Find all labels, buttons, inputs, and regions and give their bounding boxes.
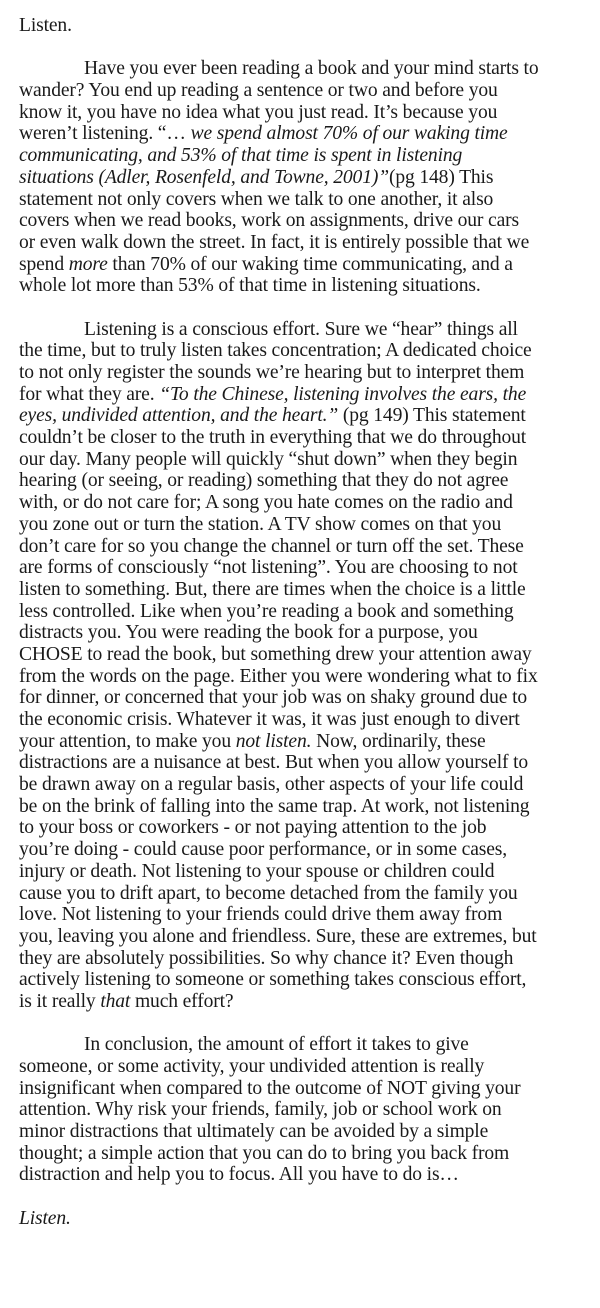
- text-run: less controlled. Like when you’re reading a book and something: [19, 600, 514, 622]
- text-line: [19, 817, 589, 839]
- text-line: [19, 405, 589, 427]
- text-run: you, leaving you alone and friendless. Sure, these are extremes, but: [19, 925, 537, 947]
- text-run: minor distractions that ultimately can be avoided by a simple: [19, 1121, 489, 1143]
- paragraph-1: [19, 58, 589, 297]
- text-run: be on the brink of falling into the same trap. At work, not listening: [19, 795, 530, 817]
- text-run: (pg 149) This statement: [338, 405, 526, 427]
- text-line: [19, 1078, 589, 1100]
- text-line: [19, 1121, 589, 1143]
- closing-line: Listen.: [19, 1207, 71, 1229]
- text-line: [19, 319, 589, 341]
- italic-text: communicating, and 53% of that time is spent in listening: [19, 145, 463, 167]
- text-run: Now, ordinarily, these: [311, 730, 486, 752]
- text-run: don’t care for so you change the channel or turn off the set. These: [19, 535, 524, 557]
- text-run: injury or death. Not listening to your spouse or children could: [19, 860, 495, 882]
- text-line: [19, 536, 589, 558]
- text-run: attention. Why risk your friends, family, job or school work on: [19, 1099, 502, 1121]
- text-run: Listening is a conscious effort. Sure we “hear” things all: [84, 318, 518, 340]
- text-line: [19, 904, 589, 926]
- italic-text: we spend almost 70% of our waking time: [190, 123, 508, 145]
- text-run: to not only register the sounds we’re hearing but to interpret them: [19, 362, 525, 383]
- text-line: [19, 362, 589, 384]
- text-line: [19, 449, 589, 471]
- text-line: [19, 275, 589, 297]
- text-line: [19, 340, 589, 362]
- text-run: you zone out or turn the station. A TV show comes on that you: [19, 513, 502, 535]
- text-line: [19, 58, 589, 80]
- text-run: (pg 148) This: [388, 166, 494, 188]
- italic-text: eyes, undivided attention, and the heart.”: [19, 405, 339, 427]
- text-run: for dinner, or concerned that your job was on shaky ground due to: [19, 687, 528, 709]
- text-run: Have you ever been reading a book and your mind starts to: [84, 58, 539, 80]
- text-run: cause you to drift apart, to become detached from the family you: [19, 882, 518, 904]
- text-run: know it, you have no idea what you just read. It’s because you: [19, 101, 498, 123]
- text-line: [19, 774, 589, 796]
- italic-text: that: [100, 990, 131, 1012]
- text-run: distractions are a nuisance at best. But when you allow yourself to: [19, 752, 529, 774]
- text-run: love. Not listening to your friends could drive them away from: [19, 904, 503, 926]
- text-run: your attention, to make you: [19, 730, 236, 752]
- text-run: be drawn away on a regular basis, other aspects of your life could: [19, 774, 524, 796]
- text-run: couldn’t be closer to the truth in everything that we do throughout: [19, 427, 527, 449]
- text-run: In conclusion, the amount of effort it takes to give: [84, 1034, 469, 1056]
- text-line: [19, 427, 589, 449]
- text-run: whole lot more than 53% of that time in listening situations.: [19, 275, 481, 297]
- text-run: for what they are.: [19, 383, 160, 405]
- essay-document: [19, 15, 589, 1230]
- text-line: [19, 1034, 589, 1056]
- text-line: [19, 796, 589, 818]
- text-run: hearing (or seeing, or reading) something that they do not agree: [19, 470, 509, 492]
- text-line: [19, 926, 589, 948]
- text-line: [19, 384, 589, 406]
- essay-body: [19, 58, 589, 1186]
- text-line: [19, 839, 589, 861]
- text-line: [19, 514, 589, 536]
- text-line: [19, 145, 589, 167]
- text-run: you’re doing - could cause poor performance, or in some cases,: [19, 839, 507, 861]
- text-run: or even walk down the street. In fact, it is entirely possible that we: [19, 231, 530, 253]
- text-run: CHOSE to read the book, but something drew your attention away: [19, 643, 532, 665]
- text-run: covers when we read books, work on assignments, drive our cars: [19, 210, 520, 232]
- text-run: listen to something. But, there are times when the choice is a little: [19, 578, 526, 600]
- text-line: [19, 189, 589, 211]
- text-line: [19, 666, 589, 688]
- italic-text: more: [68, 253, 108, 275]
- spacer: [19, 297, 589, 319]
- text-line: [19, 210, 589, 232]
- text-line: [19, 644, 589, 666]
- text-line: [19, 601, 589, 623]
- text-line: [19, 1099, 589, 1121]
- text-line: [19, 687, 589, 709]
- text-line: [19, 731, 589, 753]
- opening-line: Listen.: [19, 15, 72, 36]
- text-run: the time, but to truly listen takes concentration; A dedicated choice: [19, 340, 532, 362]
- text-run: thought; a simple action that you can do to bring you back from: [19, 1142, 510, 1164]
- text-run: much effort?: [130, 990, 234, 1012]
- text-line: [19, 861, 589, 883]
- spacer: [19, 1013, 589, 1035]
- text-line: [19, 969, 589, 991]
- text-line: [19, 883, 589, 905]
- text-line: [19, 167, 589, 189]
- italic-text: “To the Chinese, listening involves the ears, the: [159, 383, 527, 405]
- text-line: [19, 752, 589, 774]
- paragraph-3: [19, 1034, 589, 1186]
- text-run: someone, or some activity, your undivided attention is really: [19, 1056, 485, 1077]
- text-run: our day. Many people will quickly “shut down” when they begin: [19, 448, 518, 470]
- text-line: [19, 232, 589, 254]
- text-line: [19, 991, 589, 1013]
- text-run: they are absolutely possibilities. So why chance it? Even though: [19, 947, 514, 969]
- text-run: are forms of consciously “not listening”. You are choosing to not: [19, 557, 518, 579]
- spacer: [19, 37, 589, 59]
- text-run: actively listening to someone or something takes conscious effort,: [19, 969, 527, 991]
- text-line: [19, 470, 589, 492]
- text-run: the economic crisis. Whatever it was, it was just enough to divert: [19, 709, 520, 730]
- text-run: from the words on the page. Either you were wondering what to fix: [19, 665, 538, 687]
- paragraph-2: [19, 319, 589, 1013]
- text-line: [19, 622, 589, 644]
- text-run: insignificant when compared to the outcome of NOT giving your: [19, 1077, 521, 1099]
- text-line: [19, 80, 589, 102]
- text-run: wander? You end up reading a sentence or two and before you: [19, 80, 498, 102]
- text-run: weren’t listening. “…: [19, 123, 191, 145]
- text-run: with, or do not care for; A song you hate comes on the radio and: [19, 492, 513, 514]
- text-run: distraction and help you to focus. All you have to do is…: [19, 1164, 459, 1186]
- italic-text: not listen.: [235, 730, 312, 752]
- italic-text: situations (Adler, Rosenfeld, and Towne, 2001)”: [19, 166, 389, 188]
- text-line: [19, 1164, 589, 1186]
- text-line: [19, 948, 589, 970]
- text-line: [19, 254, 589, 276]
- text-line: [19, 123, 589, 145]
- text-line: [19, 709, 589, 731]
- text-run: spend: [19, 253, 69, 275]
- spacer: [19, 1186, 589, 1208]
- text-line: [19, 1143, 589, 1165]
- text-run: statement not only covers when we talk to one another, it also: [19, 188, 494, 210]
- text-line: [19, 102, 589, 124]
- text-run: is it really: [19, 990, 101, 1012]
- text-line: [19, 492, 589, 514]
- text-run: to your boss or coworkers - or not paying attention to the job: [19, 817, 487, 839]
- text-line: [19, 557, 589, 579]
- text-run: distracts you. You were reading the book for a purpose, you: [19, 622, 478, 644]
- text-run: than 70% of our waking time communicating, and a: [107, 253, 513, 275]
- text-line: [19, 579, 589, 601]
- text-line: [19, 1056, 589, 1078]
